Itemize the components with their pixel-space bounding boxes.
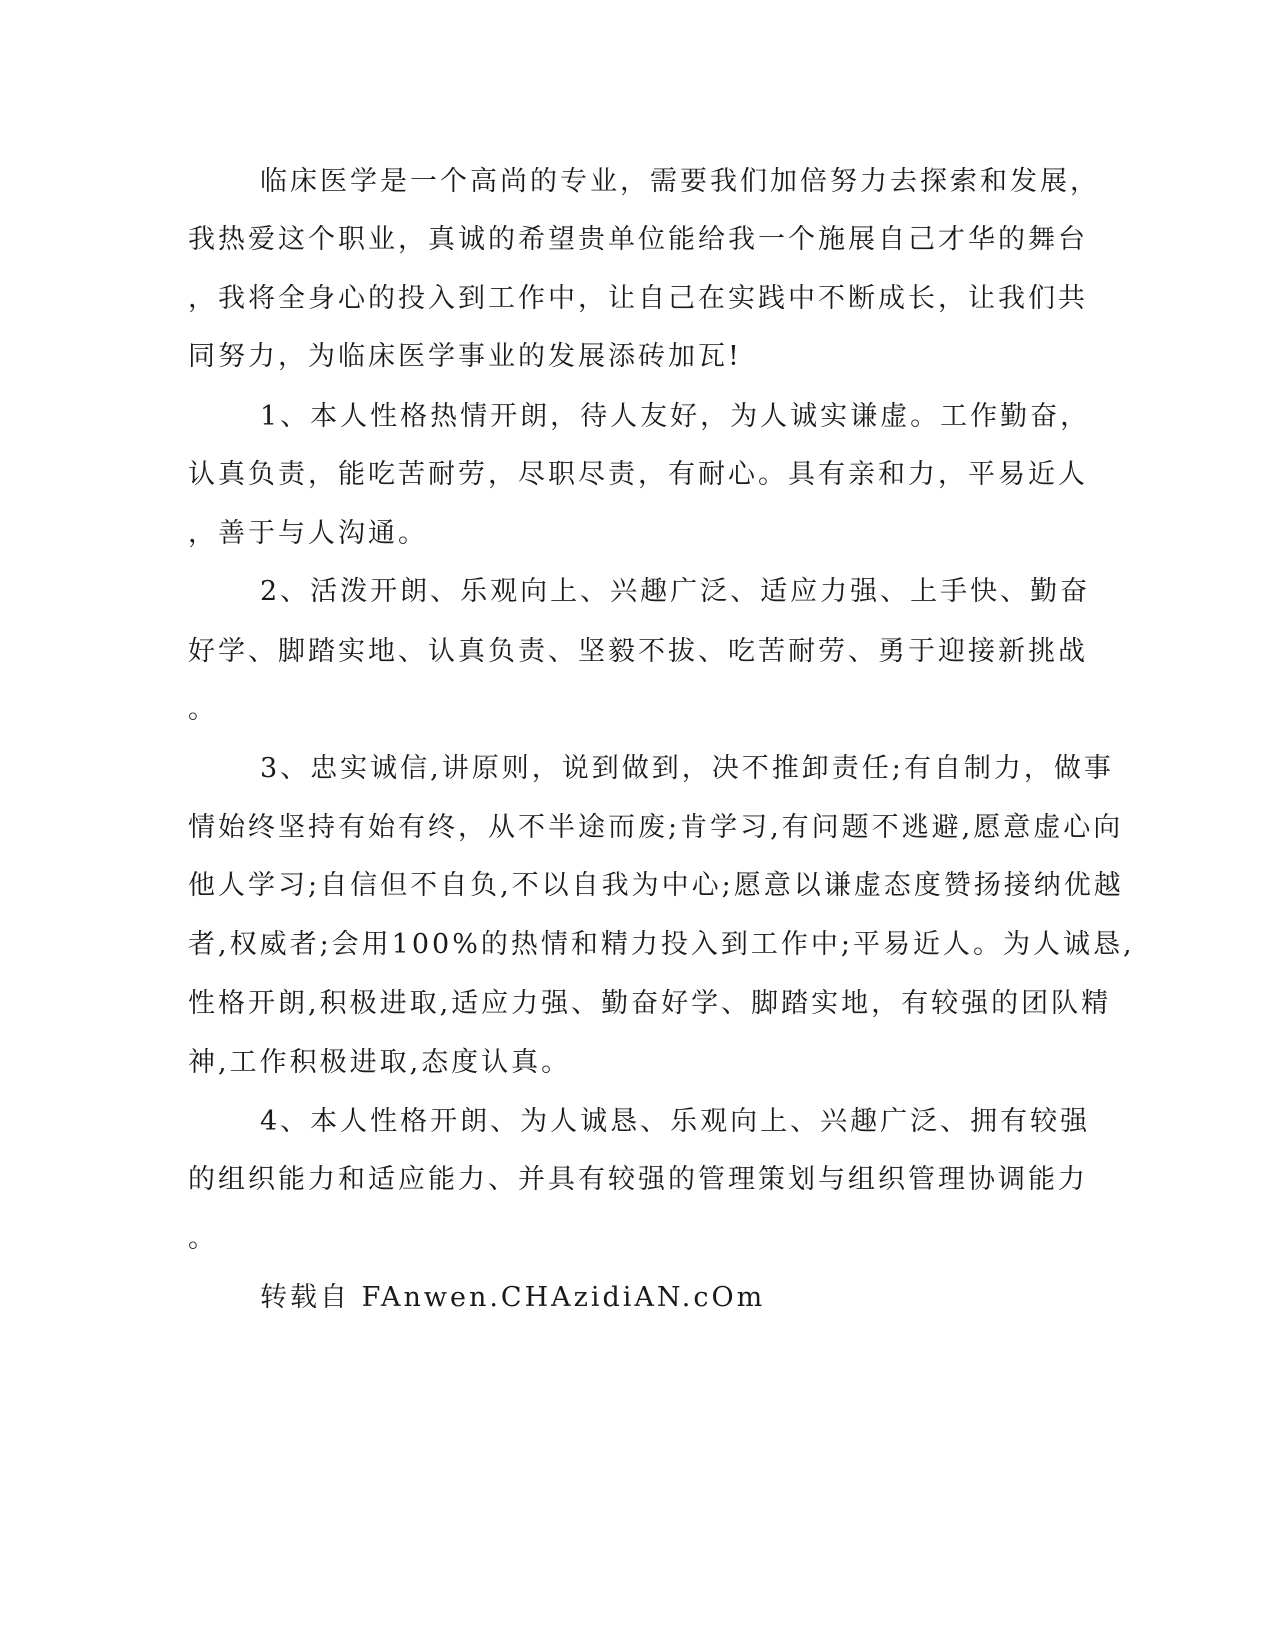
paragraph-3-line-3: 。 (188, 694, 218, 725)
paragraph-5-line-1: 4、本人性格开朗、为人诚恳、乐观向上、兴趣广泛、拥有较强 (260, 1106, 1091, 1137)
paragraph-3-line-2: 好学、脚踏实地、认真负责、坚毅不拔、吃苦耐劳、勇于迎接新挑战 (188, 636, 1088, 667)
paragraph-4-line-2: 情始终坚持有始有终，从不半途而废;肯学习,有问题不逃避,愿意虚心向 (188, 812, 1124, 843)
paragraph-5-line-2: 的组织能力和适应能力、并具有较强的管理策划与组织管理协调能力 (188, 1164, 1088, 1195)
paragraph-1-line-4: 同努力，为临床医学事业的发展添砖加瓦! (188, 341, 742, 372)
paragraph-4-line-5: 性格开朗,积极进取,适应力强、勤奋好学、脚踏实地，有较强的团队精 (188, 988, 1112, 1019)
paragraph-2-line-1: 1、本人性格热情开朗，待人友好，为人诚实谦虚。工作勤奋， (260, 401, 1091, 432)
paragraph-1-line-3: ，我将全身心的投入到工作中，让自己在实践中不断成长，让我们共 (188, 283, 1088, 314)
paragraph-1-line-1: 临床医学是一个高尚的专业，需要我们加倍努力去探索和发展， (260, 166, 1100, 197)
paragraph-4-line-4: 者,权威者;会用100%的热情和精力投入到工作中;平易近人。为人诚恳, (188, 929, 1135, 960)
paragraph-4-line-3: 他人学习;自信但不自负,不以自我为中心;愿意以谦虚态度赞扬接纳优越 (188, 870, 1124, 901)
paragraph-4-line-1: 3、忠实诚信,讲原则，说到做到，决不推卸责任;有自制力，做事 (260, 753, 1114, 784)
paragraph-2-line-2: 认真负责，能吃苦耐劳，尽职尽责，有耐心。具有亲和力，平易近人 (188, 459, 1088, 490)
source-note: 转载自 FAnwen.CHAzidiAN.cOm (260, 1282, 766, 1313)
paragraph-3-line-1: 2、活泼开朗、乐观向上、兴趣广泛、适应力强、上手快、勤奋 (260, 576, 1091, 607)
paragraph-1-line-2: 我热爱这个职业，真诚的希望贵单位能给我一个施展自己才华的舞台 (188, 224, 1088, 255)
paragraph-2-line-3: ，善于与人沟通。 (188, 518, 428, 549)
paragraph-5-line-3: 。 (188, 1223, 218, 1254)
paragraph-4-line-6: 神,工作积极进取,态度认真。 (188, 1047, 572, 1078)
